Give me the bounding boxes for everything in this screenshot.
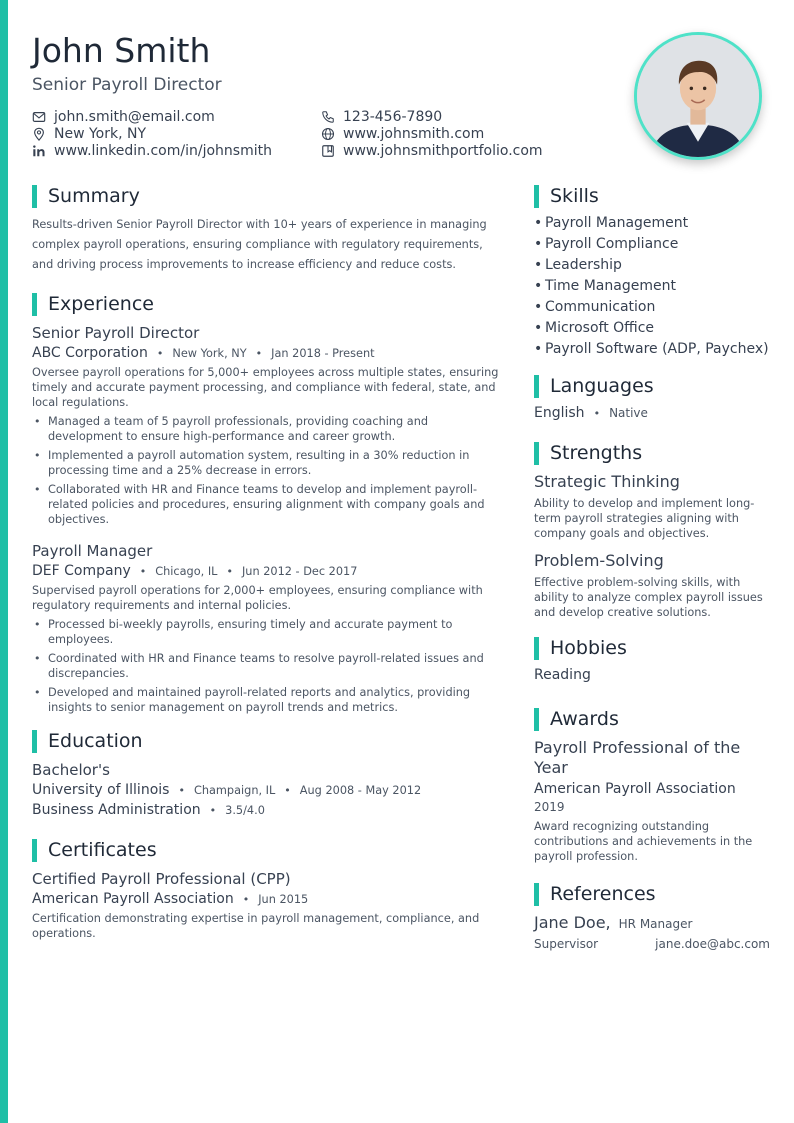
- job-description: Oversee payroll operations for 5,000+ employees across multiple states, ensuring timely and accurate payment processing, and compliance with federal, state, and local regulations.: [32, 366, 499, 409]
- reference-relation: Supervisor: [534, 937, 599, 951]
- hobbies-heading: Hobbies: [534, 636, 770, 660]
- reference-name: Jane Doe,: [534, 913, 611, 932]
- award-description: Award recognizing outstanding contributions and achievements in the payroll profession.: [534, 820, 753, 863]
- certificate-issuer: American Payroll Association: [32, 891, 234, 907]
- contact-portfolio[interactable]: [321, 142, 543, 159]
- awards-heading: Awards: [534, 707, 770, 731]
- contact-website[interactable]: [321, 125, 484, 142]
- strengths-heading: Strengths: [534, 441, 770, 465]
- gpa: 3.5/4.0: [225, 804, 265, 817]
- skill-item: • Leadership: [534, 257, 770, 274]
- profile-photo: [634, 32, 762, 160]
- person-portrait-icon: [637, 35, 759, 157]
- certificates-heading: Certificates: [32, 838, 504, 862]
- job-location: Chicago, IL: [155, 565, 218, 578]
- linkedin-icon: [32, 144, 46, 158]
- job-dates: Jun 2012 - Dec 2017: [241, 565, 358, 578]
- candidate-name: John Smith: [32, 31, 211, 70]
- skill-item: • Time Management: [534, 278, 770, 295]
- candidate-title: Senior Payroll Director: [32, 75, 222, 95]
- reference-role: HR Manager: [618, 917, 693, 931]
- language-name: English: [534, 405, 585, 421]
- skill-item: • Payroll Management: [534, 215, 770, 232]
- job-bullet: • Managed a team of 5 payroll professionals, providing coaching and development to ensure high-performance and career growth.: [32, 414, 504, 444]
- certificate-date: Jun 2015: [258, 893, 309, 906]
- language-item: English • Native: [534, 405, 648, 421]
- school-name: University of Illinois: [32, 782, 170, 798]
- school-location: Champaign, IL: [193, 784, 276, 797]
- language-level: Native: [609, 406, 648, 420]
- contact-phone[interactable]: [321, 108, 442, 125]
- globe-icon: [321, 127, 335, 141]
- languages-section: [534, 374, 770, 421]
- hobbies-section: [534, 636, 770, 683]
- education-section: Education Bachelor's University of Illinois • Champaign, IL • Aug 2008 - May 2012 Business Administration • 3.5/4.0: [32, 729, 504, 818]
- certificate-description: Certification demonstrating expertise in payroll management, compliance, and operations.: [32, 912, 480, 940]
- hobby-item: Reading: [534, 667, 591, 683]
- strengths-section: [534, 441, 770, 620]
- degree: Bachelor's: [32, 761, 110, 779]
- experience-item: Senior Payroll Director ABC Corporation • New York, NY • Jan 2018 - Present Oversee payroll operations for 5,000+ employees across multiple states, ensuring timely and accurate payment processing, and compliance with federal, state, and local regulations. • Managed a team of 5 payroll professionals, providing coaching and development to ensure high-performance and career growth. • Implemented a payroll automation system, resulting in a 30% reduction in processing time and a 25% decrease in errors. • Collaborated with HR and Finance teams to develop and implement payroll-related policies and procedures, ensuring alignment with company goals and objectives.: [32, 323, 504, 527]
- experience-heading: Experience: [32, 292, 504, 316]
- phone-icon: [321, 110, 335, 124]
- references-section: [534, 882, 770, 951]
- company-name: ABC Corporation: [32, 345, 148, 361]
- certificates-section: Certificates Certified Payroll Professional (CPP) American Payroll Association • Jun 2015 Certification demonstrating expertise in payroll management, compliance, and operations.: [32, 838, 504, 941]
- summary-text: Results-driven Senior Payroll Director with 10+ years of experience in managing complex payroll operations, ensuring compliance with regulatory requirements, and driving process improvements to increase efficiency and reduce costs.: [32, 218, 487, 271]
- contact-email-text: john.smith@email.com: [54, 108, 215, 125]
- skills-section: [534, 184, 770, 358]
- contact-email[interactable]: [32, 108, 215, 125]
- award-organization: American Payroll Association: [534, 781, 736, 797]
- job-bullet: • Processed bi-weekly payrolls, ensuring timely and accurate payment to employees.: [32, 617, 504, 647]
- job-location: New York, NY: [172, 347, 247, 360]
- contact-location-text: New York, NY: [54, 125, 147, 142]
- skill-item: • Payroll Software (ADP, Paychex): [534, 341, 770, 358]
- award-title: Payroll Professional of the Year: [534, 738, 741, 777]
- company-name: DEF Company: [32, 563, 131, 579]
- education-dates: Aug 2008 - May 2012: [299, 784, 422, 797]
- skill-item: • Communication: [534, 299, 770, 316]
- contact-linkedin[interactable]: [32, 142, 272, 159]
- job-bullet: • Developed and maintained payroll-related reports and analytics, providing insights to senior management on payroll trends and metrics.: [32, 685, 504, 715]
- contact-linkedin-text: www.linkedin.com/in/johnsmith: [54, 142, 272, 159]
- strength-title: Problem-Solving: [534, 551, 664, 570]
- accent-bar: [0, 0, 8, 1123]
- job-bullet: • Coordinated with HR and Finance teams to resolve payroll-related issues and discrepancies.: [32, 651, 504, 681]
- job-bullet: • Collaborated with HR and Finance teams to develop and implement payroll-related policies and procedures, ensuring alignment with company goals and objectives.: [32, 482, 504, 527]
- contact-location: [32, 125, 146, 142]
- skills-heading: Skills: [534, 184, 770, 208]
- main-column: [32, 184, 504, 957]
- portfolio-icon: [321, 144, 335, 158]
- job-bullets: [32, 617, 504, 715]
- summary-heading: Summary: [32, 184, 504, 208]
- job-title: Payroll Manager: [32, 542, 153, 560]
- resume-header: [32, 30, 592, 95]
- strength-title: Strategic Thinking: [534, 472, 680, 491]
- reference-email[interactable]: jane.doe@abc.com: [655, 937, 770, 951]
- contact-portfolio-text: www.johnsmithportfolio.com: [343, 142, 543, 159]
- strength-description: Ability to develop and implement long-term payroll strategies aligning with company goals and objectives.: [534, 497, 755, 540]
- award-year: 2019: [534, 800, 565, 814]
- job-bullet: • Implemented a payroll automation system, resulting in a 30% reduction in processing time and a 25% decrease in errors.: [32, 448, 504, 478]
- education-heading: Education: [32, 729, 504, 753]
- experience-item: Payroll Manager DEF Company • Chicago, IL • Jun 2012 - Dec 2017 Supervised payroll operations for 2,000+ employees, ensuring compliance with regulatory requirements and internal policies. • Processed bi-weekly payrolls, ensuring timely and accurate payment to employees. • Coordinated with HR and Finance teams to resolve payroll-related issues and discrepancies. • Developed and maintained payroll-related reports and analytics, providing insights to senior management on payroll trends and metrics.: [32, 541, 504, 715]
- job-title: Senior Payroll Director: [32, 324, 200, 342]
- contact-website-text: www.johnsmith.com: [343, 125, 485, 142]
- side-column: [534, 184, 770, 967]
- certificate-name: Certified Payroll Professional (CPP): [32, 870, 291, 888]
- job-bullets: [32, 414, 504, 527]
- languages-heading: Languages: [534, 374, 770, 398]
- skill-item: • Microsoft Office: [534, 320, 770, 337]
- skill-item: • Payroll Compliance: [534, 236, 770, 253]
- awards-section: [534, 707, 770, 864]
- job-dates: Jan 2018 - Present: [271, 347, 375, 360]
- field-of-study: Business Administration: [32, 802, 201, 818]
- references-heading: References: [534, 882, 770, 906]
- contact-phone-text: 123-456-7890: [343, 108, 443, 125]
- mail-icon: [32, 110, 46, 124]
- job-description: Supervised payroll operations for 2,000+ employees, ensuring compliance with regulatory requirements and internal policies.: [32, 584, 483, 612]
- strength-description: Effective problem-solving skills, with ability to analyze complex payroll issues and develop creative solutions.: [534, 576, 763, 619]
- location-icon: [32, 127, 46, 141]
